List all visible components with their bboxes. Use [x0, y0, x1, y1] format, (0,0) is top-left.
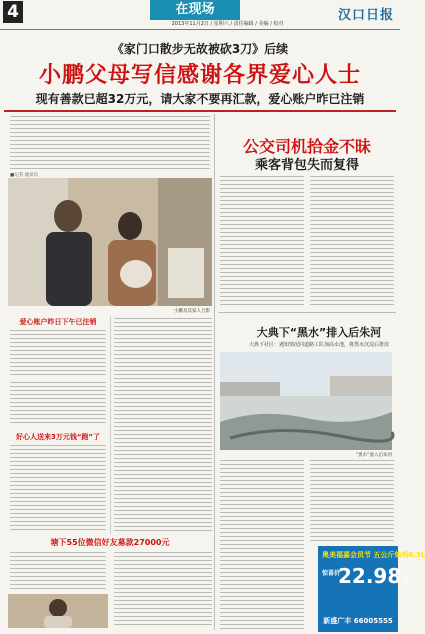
river-story-col2: [310, 460, 394, 542]
ad-price: [338, 564, 410, 588]
family-photo-caption: 小鹏及其家人合影: [174, 309, 210, 314]
bus-story-headline: 公交司机拾金不昧: [242, 137, 371, 156]
ad-headline: 奥美福嘉会员节 五公斤柴鸡6.3L: [322, 551, 425, 559]
advertisement[interactable]: [318, 546, 425, 632]
letter-text-a: [10, 330, 106, 378]
wechat-text: [10, 552, 106, 592]
ad-price-unit: 元: [401, 576, 410, 585]
section-title: 在现场: [150, 0, 240, 20]
donation-text: [10, 445, 106, 533]
main-kicker: 《家门口散步无故被砍3刀》后续: [111, 42, 289, 56]
middle-column-text: [114, 318, 212, 533]
main-subhead: 现有善款已超32万元，请大家不要再汇款，爱心账户昨已注销: [35, 92, 365, 106]
river-story-subhead: 大典下社区：遇知情况同道路工队加高水池，将黑水沉淀后排放: [248, 342, 389, 348]
paper-logo: 汉口日报: [337, 8, 394, 23]
ad-contact: 新盛广丰 66005555: [323, 617, 393, 625]
column-divider: [110, 316, 111, 534]
byline: ■记者 通讯员: [10, 173, 39, 178]
river-photo-caption: “黑水”流入后朱河: [355, 453, 392, 458]
river-story-headline: 大典下“黑水”排入后朱河: [256, 326, 382, 339]
dateline: 2013年11月2日 / 星期六 / 责任编辑 / 美编 / 校对: [171, 21, 284, 27]
masthead: [0, 0, 400, 30]
main-column-divider: [214, 114, 215, 630]
bus-story-subhead: 乘客背包失而复得: [254, 158, 359, 173]
letter-text-b: [10, 382, 106, 426]
intro-paragraph: [10, 116, 210, 170]
letter-subhead: 爱心账户昨日下午已注销: [19, 318, 97, 326]
child-photo: [8, 594, 108, 628]
bus-story-col2: [310, 176, 394, 306]
bus-story-col1: [220, 176, 304, 306]
bottom-middle-text: [114, 552, 212, 628]
story-separator: [218, 312, 396, 313]
donation-subhead: 好心人送来3万元钱“跑”了: [15, 433, 101, 441]
headline-rule: [4, 110, 396, 112]
ad-price-value: 22.98: [338, 564, 402, 588]
main-headline: 小鹏父母写信感谢各界爱心人士: [38, 63, 361, 88]
ad-price-label: 惊喜价: [322, 570, 341, 577]
page-number: 4: [3, 1, 23, 23]
wechat-subhead: 塘下55位微信好友募款27000元: [50, 538, 170, 547]
river-story-col1: [220, 460, 304, 632]
family-photo: [8, 178, 212, 306]
river-photo: [220, 352, 392, 450]
